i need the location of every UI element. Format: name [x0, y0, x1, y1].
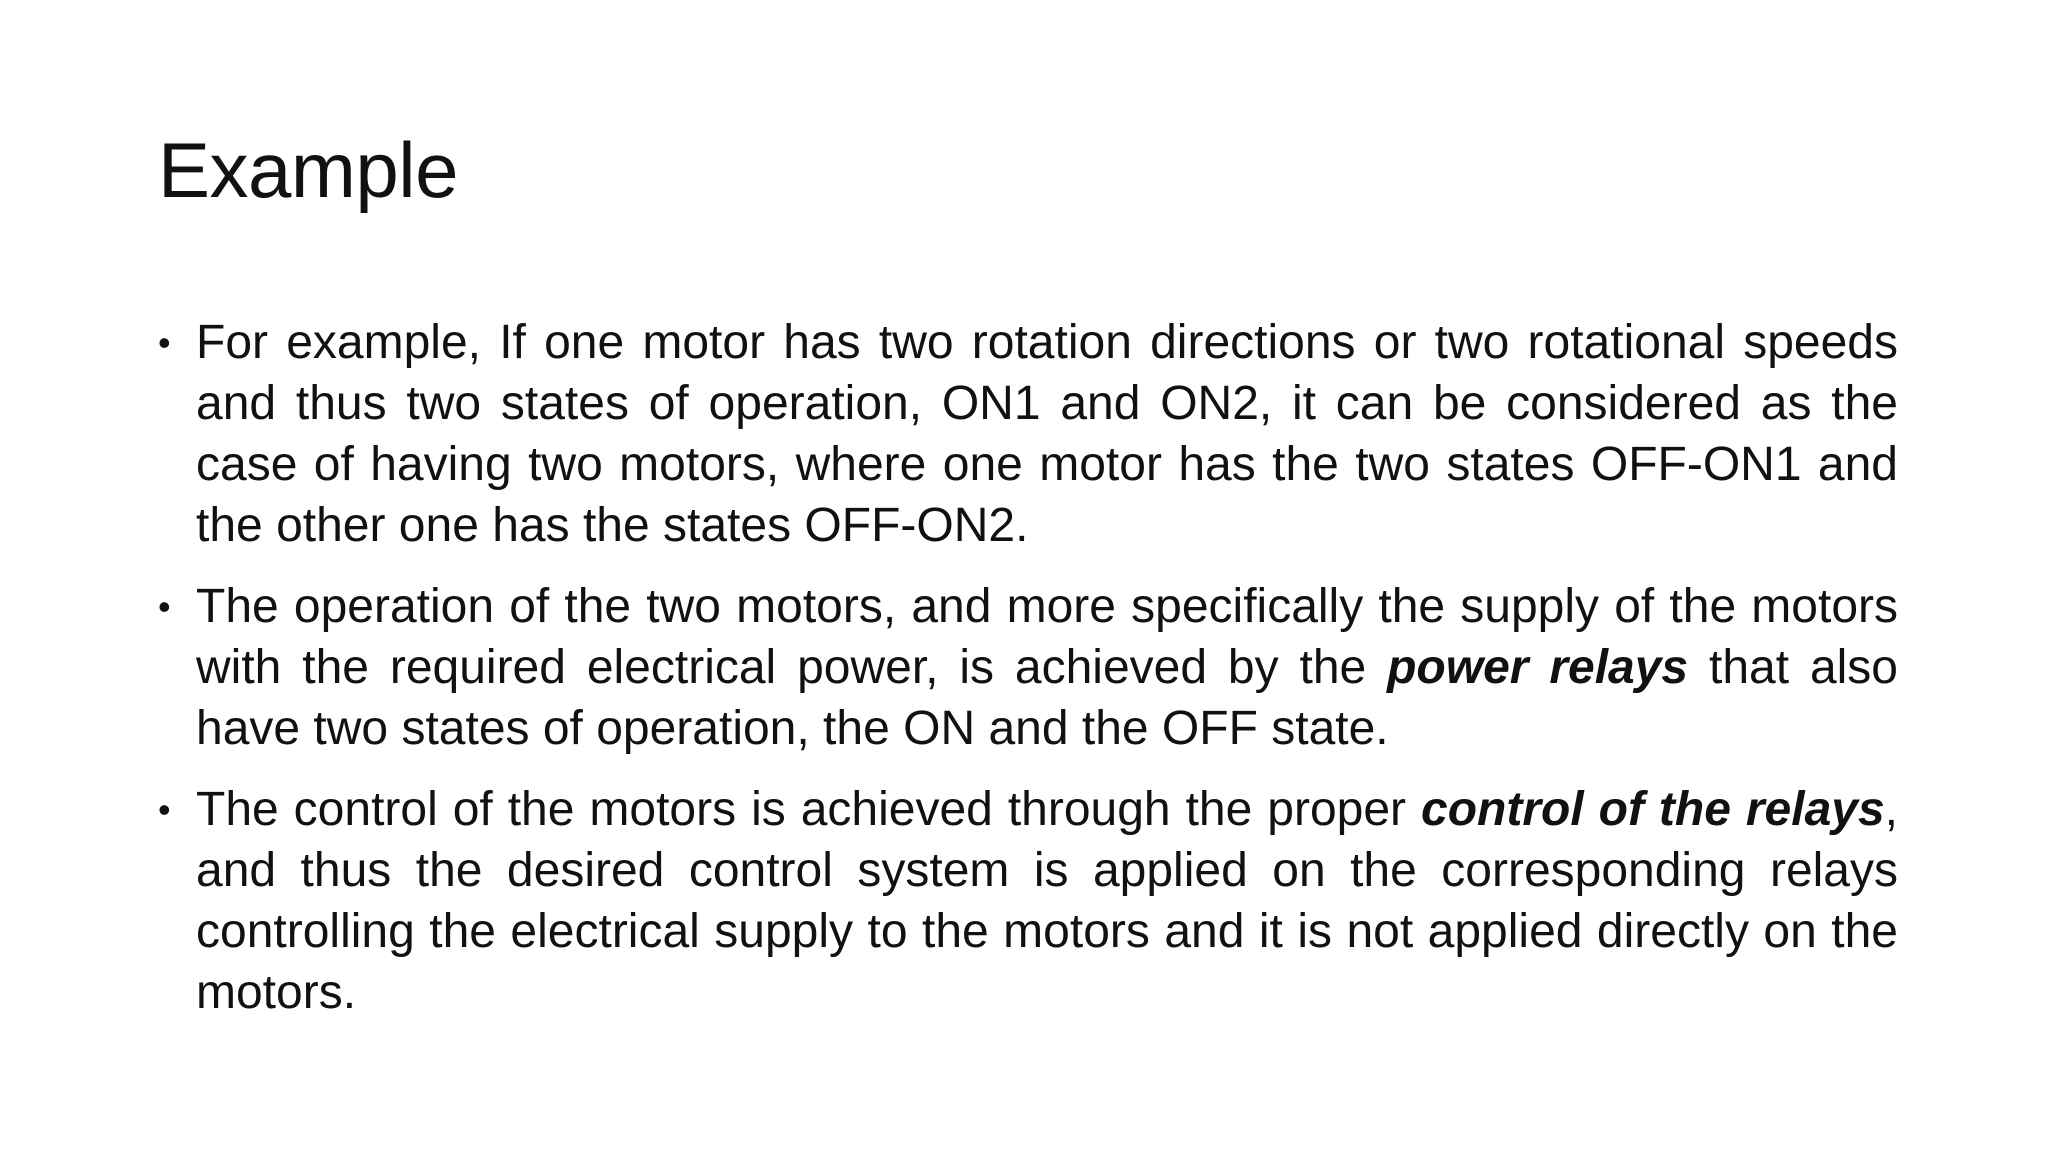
bullet-icon: • [158, 789, 171, 830]
emphasized-term: power relays [1387, 641, 1689, 694]
slide-title: Example [158, 126, 458, 214]
bullet-item-2 [158, 576, 1898, 759]
bullet-icon: • [158, 586, 171, 627]
bullet-item-1 [158, 312, 1898, 556]
bullet-icon: • [158, 322, 171, 363]
emphasized-term: control of the relays [1421, 783, 1885, 836]
bullet-text: , and thus the desired control system is applied on the corresponding relays controlling the electrical supply to the motors and it is not applied directly on the motors. [196, 783, 1899, 1019]
bullet-item-3 [158, 779, 1898, 1023]
bullet-list [158, 312, 1898, 1043]
bullet-text: that also have two states of operation, the ON and the OFF state. [196, 641, 1899, 755]
bullet-text: The operation of the two motors, and more specifically the supply of the motors with the required electrical power, is achieved by the [196, 580, 1898, 694]
bullet-text: For example, If one motor has two rotation directions or two rotational speeds and thus two states of operation, ON1 and ON2, it can be considered as the case of having two motors, where one motor has the two states OFF-ON1 and the other one has the states OFF-ON2. [196, 316, 1898, 552]
bullet-text: The control of the motors is achieved through the proper [196, 783, 1421, 836]
